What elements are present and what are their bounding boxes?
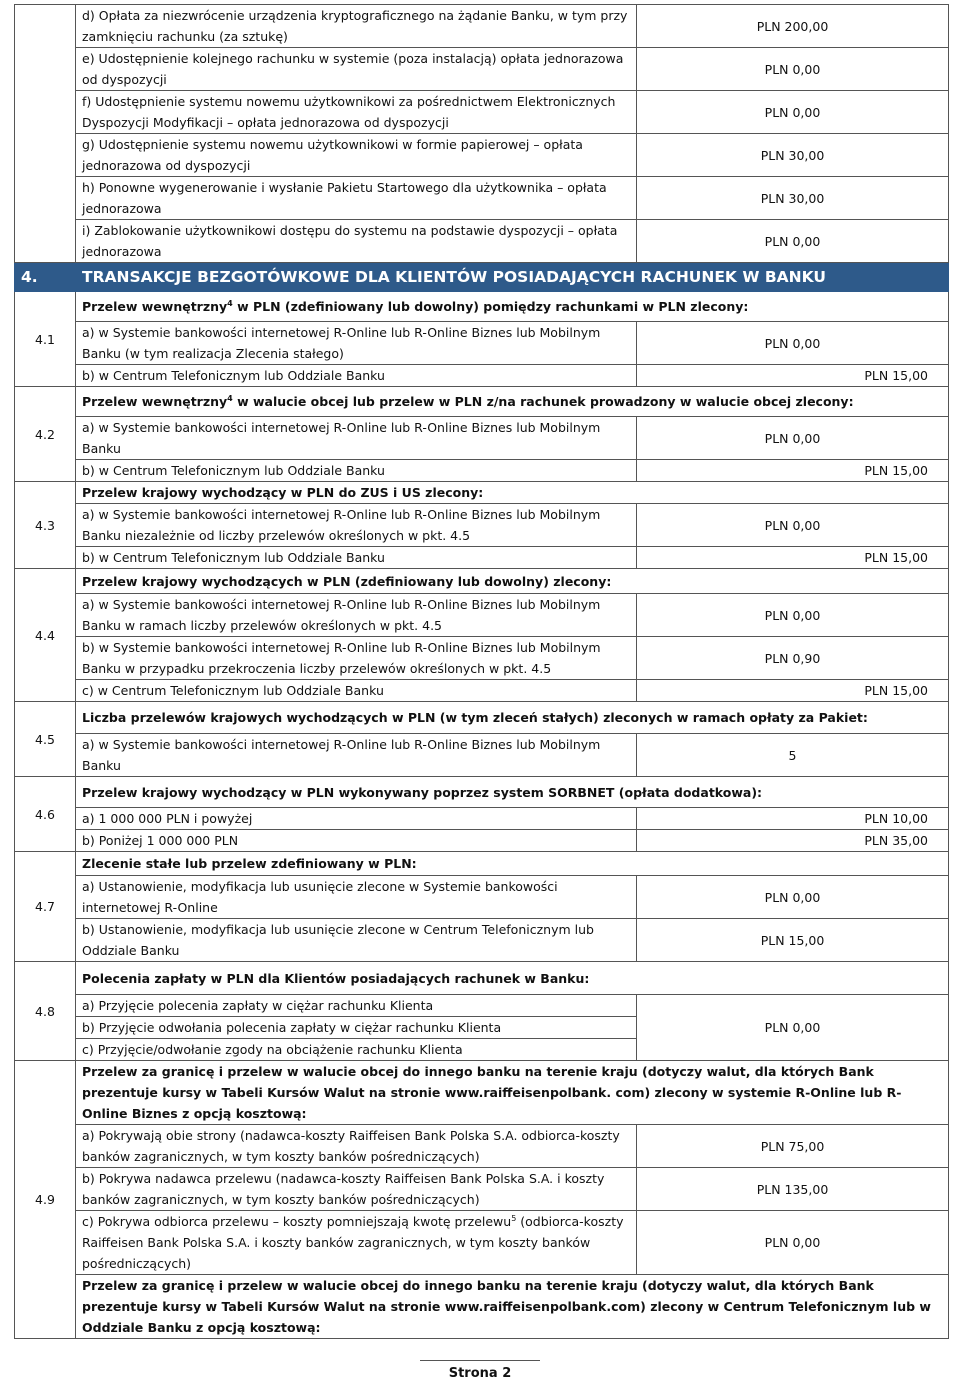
row-header: Przelew wewnętrzny$^4$ w PLN (zdefiniowany lub dowolny) pomiędzy rachunkami w PLN zlecony: [76,292,949,322]
fee-price: 5 [637,734,949,777]
row-number: 4.2 [15,387,76,482]
s42-row-b [15,460,949,482]
fee-price: PLN 35,00 [637,830,949,852]
section-heading [15,263,949,292]
fee-row-h [15,177,949,220]
row-number: 4.9 [15,1061,76,1339]
num-cell-empty [15,5,76,263]
fee-label: a) 1 000 000 PLN i powyżej [76,808,637,830]
s49-header2-row [15,1275,949,1339]
fee-label: b) w Systemie bankowości internetowej R-Online lub R-Online Biznes lub Mobilnym Banku w przypadku przekroczenia liczby przelewów określonych w pkt. 4.5 [76,637,637,680]
s49-header-row [15,1061,949,1125]
fee-label: a) Ustanowienie, modyfikacja lub usunięcie zlecone w Systemie bankowości internetowej R-Online [76,876,637,919]
s41-row-b [15,365,949,387]
s43-header-row [15,482,949,504]
row-number: 4.6 [15,777,76,852]
fee-label: e) Udostępnienie kolejnego rachunku w systemie (poza instalacją) opłata jednorazowa od dyspozycji [76,48,637,91]
s47-row-a [15,876,949,919]
fee-label: a) Pokrywają obie strony (nadawca-koszty Raiffeisen Bank Polska S.A. odbiorca-koszty banków zagranicznych, w tym koszty banków pośredniczących) [76,1125,637,1168]
row-header: Przelew wewnętrzny$^4$ w walucie obcej lub przelew w PLN z/na rachunek prowadzony w walucie obcej zlecony: [76,387,949,417]
fee-price: PLN 15,00 [637,547,949,569]
s46-header-row [15,777,949,808]
fee-label: a) Przyjęcie polecenia zapłaty w ciężar rachunku Klienta [76,995,637,1017]
fee-price: PLN 15,00 [637,919,949,962]
fee-price: PLN 200,00 [637,5,949,48]
s49-row-a [15,1125,949,1168]
row-number: 4.4 [15,569,76,702]
fee-label: a) w Systemie bankowości internetowej R-Online lub R-Online Biznes lub Mobilnym Banku (w tym realizacja Zlecenia stałego) [76,322,637,365]
fee-label: f) Udostępnienie systemu nowemu użytkownikowi za pośrednictwem Elektronicznych Dyspozycji Modyfikacji – opłata jednorazowa od dyspozycji [76,91,637,134]
s44-row-b [15,637,949,680]
fee-price: PLN 15,00 [637,365,949,387]
fee-label: c) Przyjęcie/odwołanie zgody na obciążenie rachunku Klienta [76,1039,637,1061]
row-header: Przelew krajowy wychodzący w PLN wykonywany poprzez system SORBNET (opłata dodatkowa): [76,777,949,808]
fee-row-i [15,220,949,263]
fee-price: PLN 30,00 [637,177,949,220]
fee-price: PLN 0,90 [637,637,949,680]
fee-price: PLN 0,00 [637,995,949,1061]
fee-price: PLN 0,00 [637,594,949,637]
fee-label: a) w Systemie bankowości internetowej R-Online lub R-Online Biznes lub Mobilnym Banku [76,734,637,777]
s42-row-a [15,417,949,460]
s48-row-a [15,995,949,1017]
row-number: 4.7 [15,852,76,962]
row-header: Zlecenie stałe lub przelew zdefiniowany w PLN: [76,852,949,876]
fee-label: b) w Centrum Telefonicznym lub Oddziale Banku [76,547,637,569]
fee-price: PLN 15,00 [637,680,949,702]
fee-price: PLN 135,00 [637,1168,949,1211]
row-header: Liczba przelewów krajowych wychodzących w PLN (w tym zleceń stałych) zleconych w ramach opłaty za Pakiet: [76,702,949,734]
fee-price: PLN 10,00 [637,808,949,830]
fee-price: PLN 0,00 [637,504,949,547]
fee-price: PLN 75,00 [637,1125,949,1168]
fee-row-d [15,5,949,48]
fee-label: b) w Centrum Telefonicznym lub Oddziale Banku [76,365,637,387]
fee-label: b) Poniżej 1 000 000 PLN [76,830,637,852]
s48-header-row [15,962,949,995]
fee-price: PLN 0,00 [637,417,949,460]
s44-row-a [15,594,949,637]
fee-price: PLN 0,00 [637,48,949,91]
s46-row-a [15,808,949,830]
fee-price: PLN 0,00 [637,1211,949,1275]
s44-header-row [15,569,949,594]
s42-header-row [15,387,949,417]
row-number: 4.8 [15,962,76,1061]
fee-row-e [15,48,949,91]
fee-label: c) Pokrywa odbiorca przelewu – koszty pomniejszają kwotę przelewu$^5$ (odbiorca-koszty Raiffeisen Bank Polska S.A. i koszty banków zagranicznych, w tym koszty banków pośredniczących) [76,1211,637,1275]
fee-label: b) Ustanowienie, modyfikacja lub usunięcie zlecone w Centrum Telefonicznym lub Oddziale Banku [76,919,637,962]
footer-divider [420,1360,540,1361]
fee-label: g) Udostępnienie systemu nowemu użytkownikowi w formie papierowej – opłata jednorazowa od dyspozycji [76,134,637,177]
fee-price: PLN 15,00 [637,460,949,482]
s49-row-c [15,1211,949,1275]
fee-price: PLN 0,00 [637,91,949,134]
s45-header-row [15,702,949,734]
row-header: Przelew za granicę i przelew w walucie obcej do innego banku na terenie kraju (dotyczy walut, dla których Bank prezentuje kursy w Tabeli Kursów Walut na stronie www.raiffeisenpolbank.com) zlecony w Centrum Telefonicznym lub w Oddziale Banku z opcją kosztową: [76,1275,949,1339]
fee-label: b) w Centrum Telefonicznym lub Oddziale Banku [76,460,637,482]
fee-price: PLN 0,00 [637,220,949,263]
fee-row-g [15,134,949,177]
s41-row-a [15,322,949,365]
fee-label: a) w Systemie bankowości internetowej R-Online lub R-Online Biznes lub Mobilnym Banku w ramach liczby przelewów określonych w pkt. 4.5 [76,594,637,637]
s43-row-b [15,547,949,569]
fee-label: b) Przyjęcie odwołania polecenia zapłaty w ciężar rachunku Klienta [76,1017,637,1039]
section-title: TRANSAKCJE BEZGOTÓWKOWE DLA KLIENTÓW POSIADAJĄCYCH RACHUNEK W BANKU [76,263,949,292]
fee-label: i) Zablokowanie użytkownikowi dostępu do systemu na podstawie dyspozycji – opłata jednorazowa [76,220,637,263]
fee-label: h) Ponowne wygenerowanie i wysłanie Pakietu Startowego dla użytkownika – opłata jednorazowa [76,177,637,220]
row-number: 4.3 [15,482,76,569]
fee-label: a) w Systemie bankowości internetowej R-Online lub R-Online Biznes lub Mobilnym Banku niezależnie od liczby przelewów określonych w pkt. 4.5 [76,504,637,547]
row-number: 4.5 [15,702,76,777]
fee-price: PLN 30,00 [637,134,949,177]
fee-row-f [15,91,949,134]
fee-label: c) w Centrum Telefonicznym lub Oddziale Banku [76,680,637,702]
row-number: 4.1 [15,292,76,387]
s45-row-a [15,734,949,777]
fee-table [14,4,949,1339]
row-header: Przelew za granicę i przelew w walucie obcej do innego banku na terenie kraju (dotyczy walut, dla których Bank prezentuje kursy w Tabeli Kursów Walut na stronie www.raiffeisenpolbank. com) zlecony w systemie R-Online lub R-Online Biznes z opcją kosztową: [76,1061,949,1125]
s44-row-c [15,680,949,702]
section-number: 4. [15,263,76,292]
s47-row-b [15,919,949,962]
fee-label: d) Opłata za niezwrócenie urządzenia kryptograficznego na żądanie Banku, w tym przy zamknięciu rachunku (za sztukę) [76,5,637,48]
row-header: Polecenia zapłaty w PLN dla Klientów posiadających rachunek w Banku: [76,962,949,995]
row-header: Przelew krajowy wychodzący w PLN do ZUS i US zlecony: [76,482,949,504]
row-header: Przelew krajowy wychodzących w PLN (zdefiniowany lub dowolny) zlecony: [76,569,949,594]
s41-header-row [15,292,949,322]
s47-header-row [15,852,949,876]
page-footer: Strona 2 [448,1366,512,1381]
s49-row-b [15,1168,949,1211]
fee-label: b) Pokrywa nadawca przelewu (nadawca-koszty Raiffeisen Bank Polska S.A. i koszty banków zagranicznych, w tym koszty banków pośredniczących) [76,1168,637,1211]
s46-row-b [15,830,949,852]
fee-price: PLN 0,00 [637,876,949,919]
fee-label: a) w Systemie bankowości internetowej R-Online lub R-Online Biznes lub Mobilnym Banku [76,417,637,460]
s43-row-a [15,504,949,547]
fee-price: PLN 0,00 [637,322,949,365]
